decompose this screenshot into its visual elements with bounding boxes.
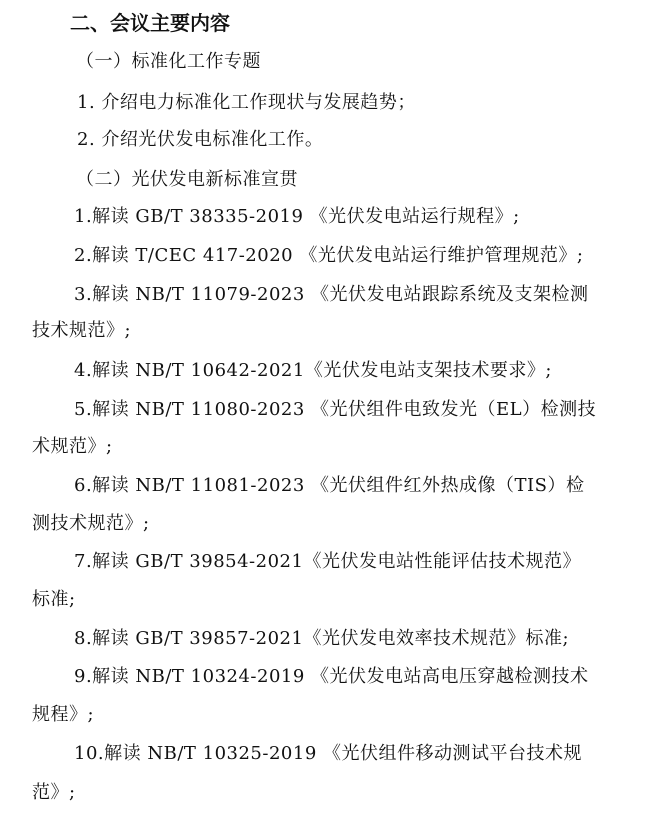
subsection-title-2: （二）光伏发电新标准宣贯 <box>76 169 298 190</box>
list-item: 6.解读 NB/T 11081-2023 《光伏组件红外热成像（TIS）检 <box>74 475 585 496</box>
list-item: 4.解读 NB/T 10642-2021《光伏发电站支架技术要求》; <box>74 360 552 381</box>
list-item: 8.解读 GB/T 39857-2021《光伏发电效率技术规范》标准; <box>74 628 570 649</box>
list-item-continuation: 规程》; <box>32 704 95 725</box>
subsection-title-1: （一）标准化工作专题 <box>76 51 261 72</box>
list-item-continuation: 术规范》; <box>32 436 113 457</box>
list-item: 10.解读 NB/T 10325-2019 《光伏组件移动测试平台技术规 <box>74 743 582 764</box>
list-item: 2.解读 T/CEC 417-2020 《光伏发电站运行维护管理规范》; <box>74 245 584 266</box>
list-item-continuation: 技术规范》; <box>32 320 132 341</box>
list-item: 7.解读 GB/T 39854-2021《光伏发电站性能评估技术规范》 <box>74 551 581 572</box>
list-item-continuation: 测技术规范》; <box>32 513 150 534</box>
list-item: 5.解读 NB/T 11080-2023 《光伏组件电致发光（EL）检测技 <box>74 399 597 420</box>
list-item-continuation: 范》; <box>32 782 76 803</box>
list-item: 1. 介绍电力标准化工作现状与发展趋势； <box>77 92 416 113</box>
list-item: 1.解读 GB/T 38335-2019 《光伏发电站运行规程》; <box>74 206 520 227</box>
list-item: 9.解读 NB/T 10324-2019 《光伏发电站高电压穿越检测技术 <box>74 666 589 687</box>
section-title: 二、会议主要内容 <box>70 11 230 35</box>
list-item: 3.解读 NB/T 11079-2023 《光伏发电站跟踪系统及支架检测 <box>74 284 589 305</box>
list-item-continuation: 标准; <box>32 589 76 610</box>
list-item: 2. 介绍光伏发电标准化工作。 <box>77 129 324 150</box>
